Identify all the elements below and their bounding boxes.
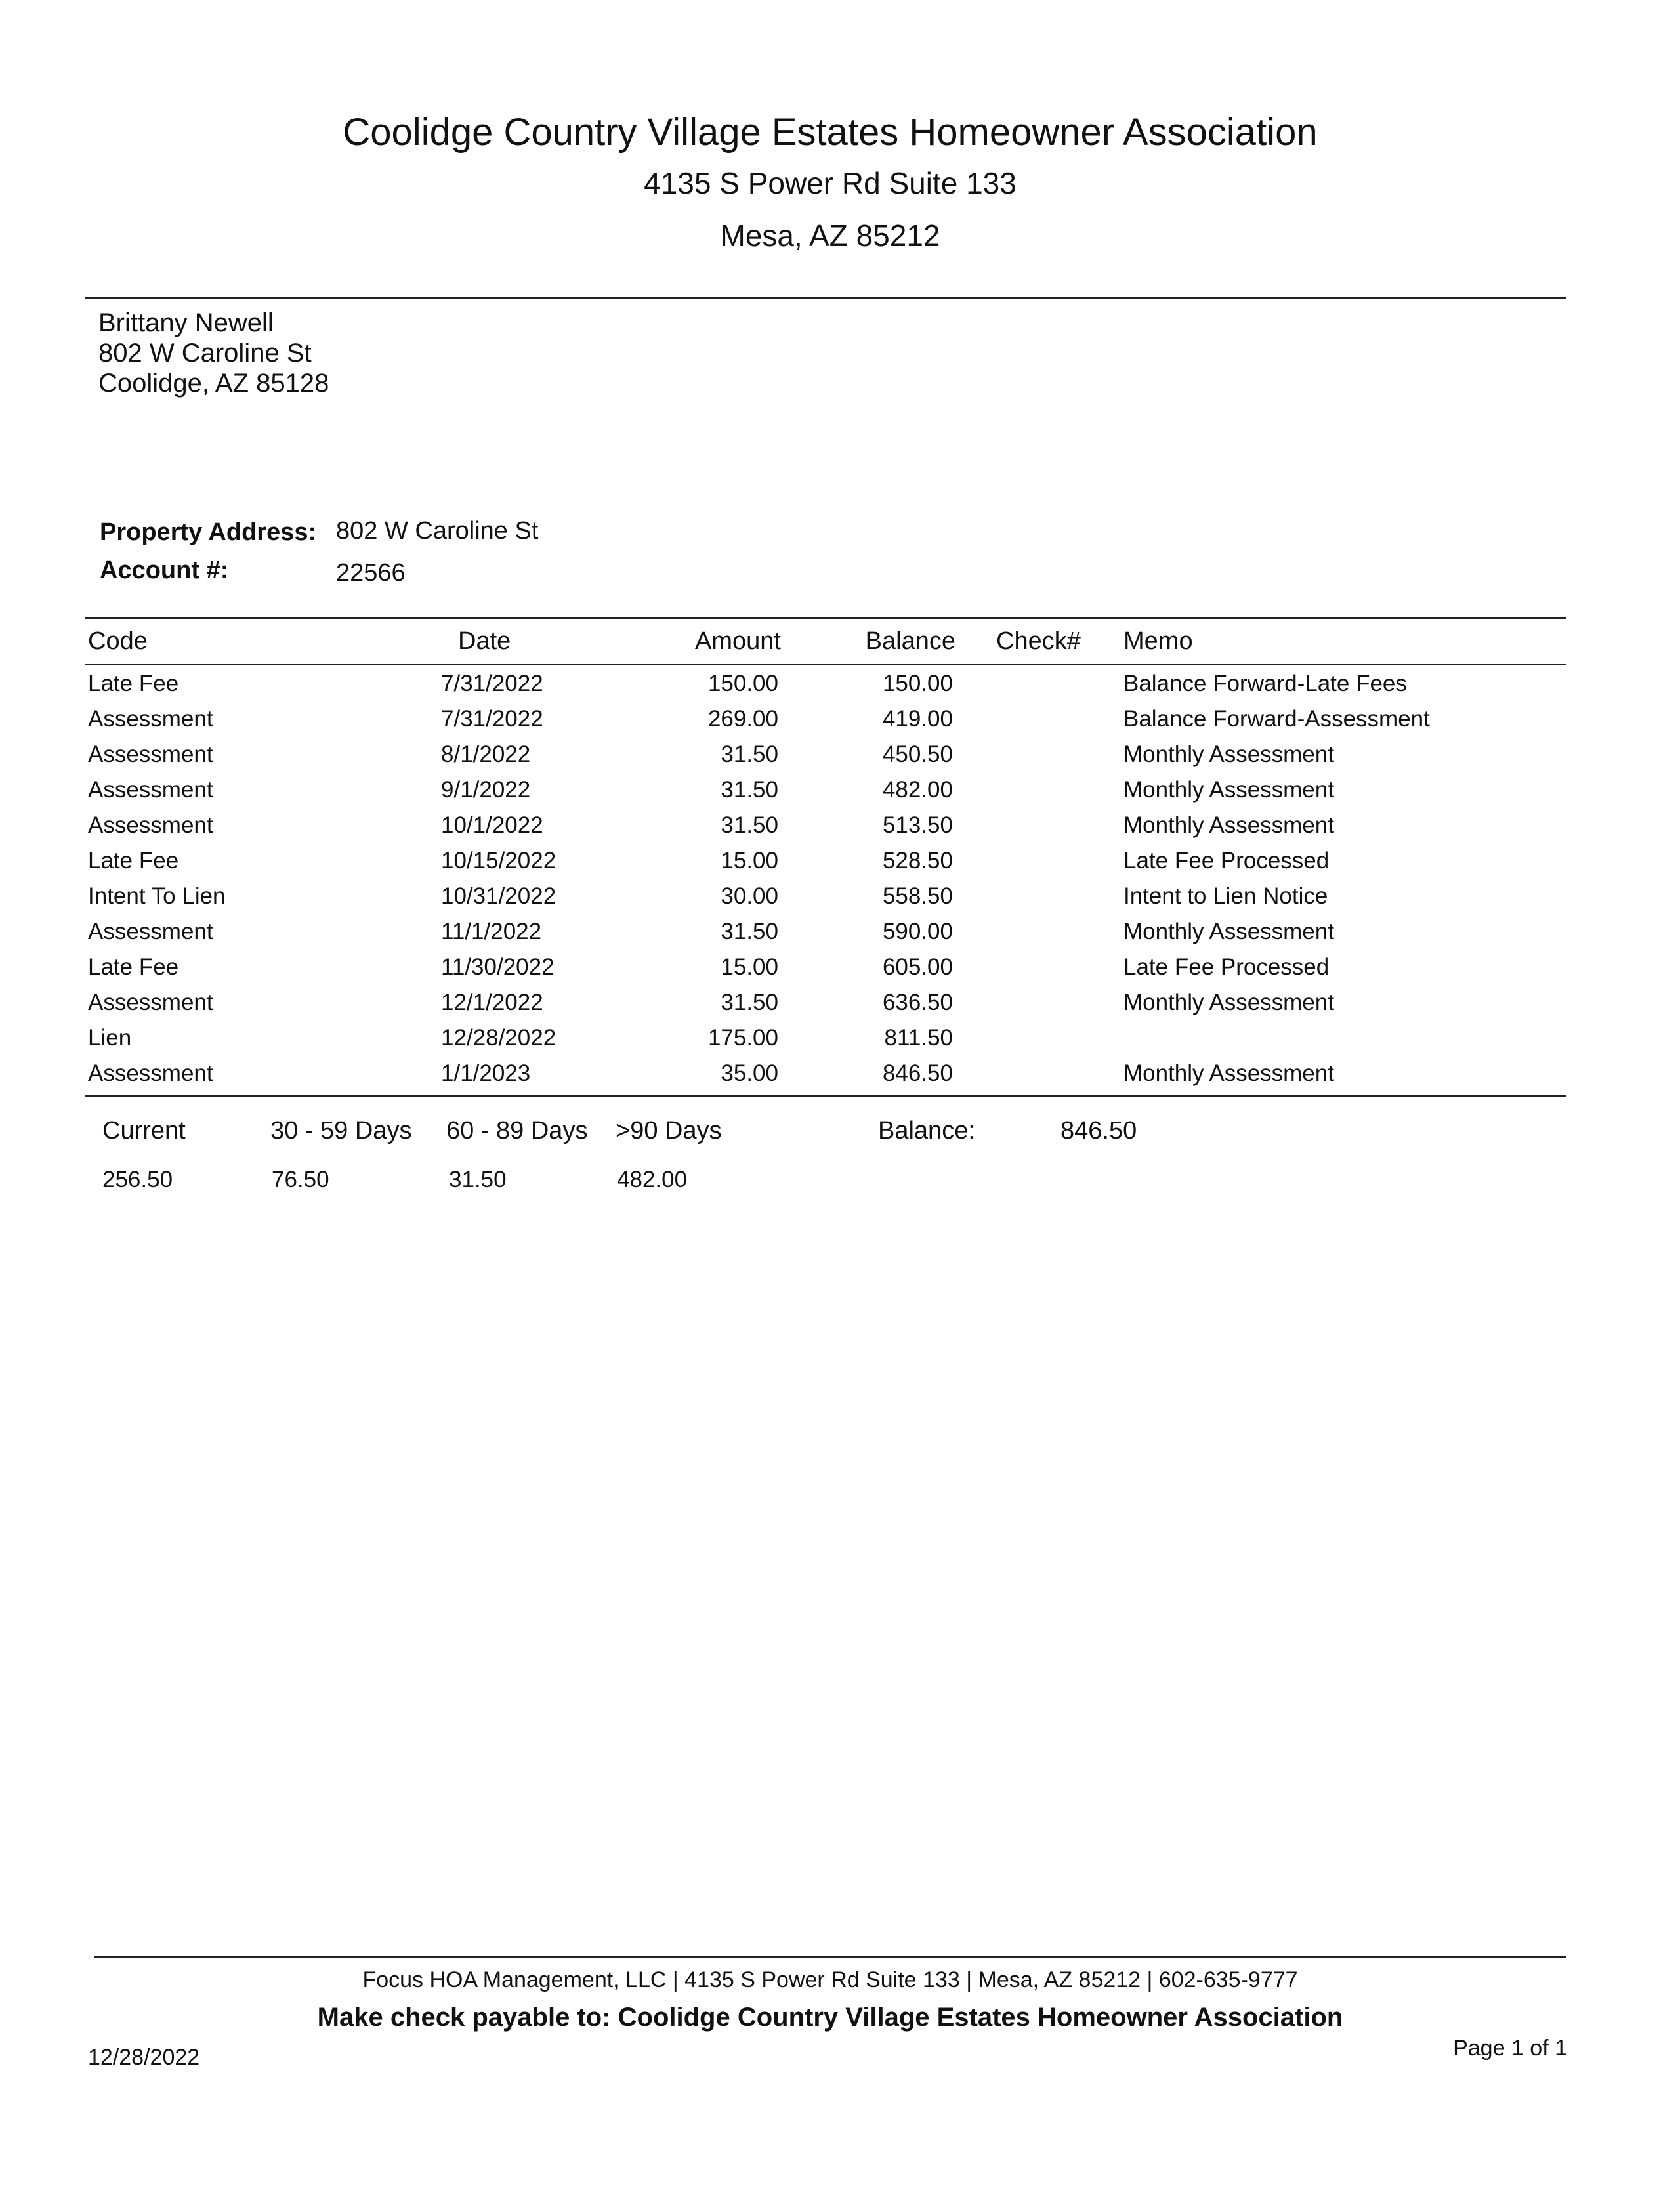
table-header-rule	[85, 664, 1566, 665]
col-check: Check#	[996, 627, 1081, 655]
row-date: 1/1/2023	[441, 1060, 531, 1086]
row-balance: 150.00	[882, 671, 953, 696]
aging-90-value: 482.00	[617, 1167, 688, 1192]
row-code: Assessment	[88, 919, 213, 944]
row-date: 7/31/2022	[441, 671, 543, 696]
col-memo: Memo	[1124, 627, 1193, 655]
row-code: Late Fee	[88, 671, 179, 696]
row-balance: 590.00	[882, 919, 953, 944]
row-amount: 31.50	[721, 990, 778, 1015]
row-date: 9/1/2022	[441, 777, 531, 803]
row-code: Late Fee	[88, 954, 179, 980]
row-balance: 811.50	[884, 1025, 953, 1051]
aging-30-value: 76.50	[272, 1167, 329, 1192]
row-code: Assessment	[88, 812, 213, 838]
association-street: 4135 S Power Rd Suite 133	[644, 166, 1017, 200]
aging-balance-value: 846.50	[1060, 1117, 1137, 1144]
row-amount: 15.00	[721, 954, 778, 980]
table-top-rule	[85, 617, 1566, 619]
row-memo: Monthly Assessment	[1124, 812, 1334, 838]
row-date: 11/1/2022	[441, 919, 542, 944]
association-title: Coolidge Country Village Estates Homeowner Association	[343, 111, 1318, 154]
account-number-value: 22566	[336, 559, 406, 587]
col-date: Date	[458, 627, 511, 655]
property-address-label: Property Address:	[100, 518, 317, 546]
row-memo: Late Fee Processed	[1124, 954, 1330, 980]
association-city: Mesa, AZ 85212	[720, 219, 940, 253]
row-code: Assessment	[88, 1060, 213, 1086]
property-address-value: 802 W Caroline St	[336, 517, 539, 545]
row-memo: Balance Forward-Late Fees	[1124, 671, 1407, 696]
col-code: Code	[88, 627, 148, 655]
aging-30-label: 30 - 59 Days	[270, 1117, 412, 1144]
row-balance: 482.00	[882, 777, 953, 803]
row-date: 12/1/2022	[441, 990, 543, 1015]
row-memo: Monthly Assessment	[1124, 1060, 1334, 1086]
row-balance: 528.50	[882, 848, 953, 873]
row-amount: 31.50	[721, 777, 778, 803]
col-balance: Balance	[865, 627, 956, 655]
row-memo: Monthly Assessment	[1124, 777, 1334, 803]
row-memo: Late Fee Processed	[1124, 848, 1330, 873]
account-number-label: Account #:	[100, 556, 229, 584]
footer-divider	[94, 1956, 1566, 1958]
recipient-city: Coolidge, AZ 85128	[98, 369, 329, 398]
footer-company: Focus HOA Management, LLC | 4135 S Power Rd Suite 133 | Mesa, AZ 85212 | 602-635-9777	[362, 1967, 1298, 1992]
row-memo: Balance Forward-Assessment	[1124, 706, 1430, 732]
row-memo: Intent to Lien Notice	[1124, 883, 1328, 909]
aging-current-label: Current	[102, 1117, 186, 1144]
row-date: 11/30/2022	[441, 954, 555, 980]
row-balance: 450.50	[882, 742, 953, 767]
row-memo: Monthly Assessment	[1124, 919, 1334, 944]
aging-60-label: 60 - 89 Days	[446, 1117, 588, 1144]
footer-page-number: Page 1 of 1	[1453, 2036, 1567, 2061]
recipient-name: Brittany Newell	[98, 308, 274, 337]
row-amount: 175.00	[707, 1025, 778, 1051]
table-bottom-rule	[85, 1095, 1566, 1097]
row-date: 10/1/2022	[441, 812, 543, 838]
row-balance: 419.00	[882, 706, 953, 732]
row-amount: 31.50	[721, 742, 778, 767]
col-amount: Amount	[695, 627, 781, 655]
header-divider	[85, 297, 1566, 299]
footer-date: 12/28/2022	[88, 2045, 200, 2070]
row-amount: 150.00	[707, 671, 778, 696]
row-balance: 558.50	[882, 883, 953, 909]
row-code: Assessment	[88, 990, 213, 1015]
row-code: Late Fee	[88, 848, 179, 873]
aging-balance-label: Balance:	[878, 1117, 975, 1144]
row-code: Assessment	[88, 742, 213, 767]
row-code: Intent To Lien	[88, 883, 226, 909]
row-balance: 636.50	[882, 990, 953, 1015]
footer-payable: Make check payable to: Coolidge Country Village Estates Homeowner Association	[317, 2003, 1343, 2032]
recipient-street: 802 W Caroline St	[98, 339, 312, 368]
row-memo: Monthly Assessment	[1124, 742, 1334, 767]
row-date: 8/1/2022	[441, 742, 531, 767]
row-date: 10/15/2022	[441, 848, 556, 873]
row-amount: 31.50	[721, 812, 778, 838]
row-balance: 846.50	[882, 1060, 953, 1086]
row-amount: 15.00	[721, 848, 778, 873]
aging-60-value: 31.50	[449, 1167, 507, 1192]
row-code: Lien	[88, 1025, 132, 1051]
row-balance: 513.50	[882, 812, 953, 838]
row-code: Assessment	[88, 777, 213, 803]
row-amount: 269.00	[707, 706, 778, 732]
aging-90-label: >90 Days	[616, 1117, 722, 1144]
row-code: Assessment	[88, 706, 213, 732]
row-memo: Monthly Assessment	[1124, 990, 1334, 1015]
row-amount: 35.00	[721, 1060, 778, 1086]
row-amount: 30.00	[721, 883, 778, 909]
row-amount: 31.50	[721, 919, 778, 944]
row-date: 12/28/2022	[441, 1025, 556, 1051]
row-date: 10/31/2022	[441, 883, 556, 909]
row-date: 7/31/2022	[441, 706, 543, 732]
aging-current-value: 256.50	[102, 1167, 173, 1192]
row-balance: 605.00	[882, 954, 953, 980]
